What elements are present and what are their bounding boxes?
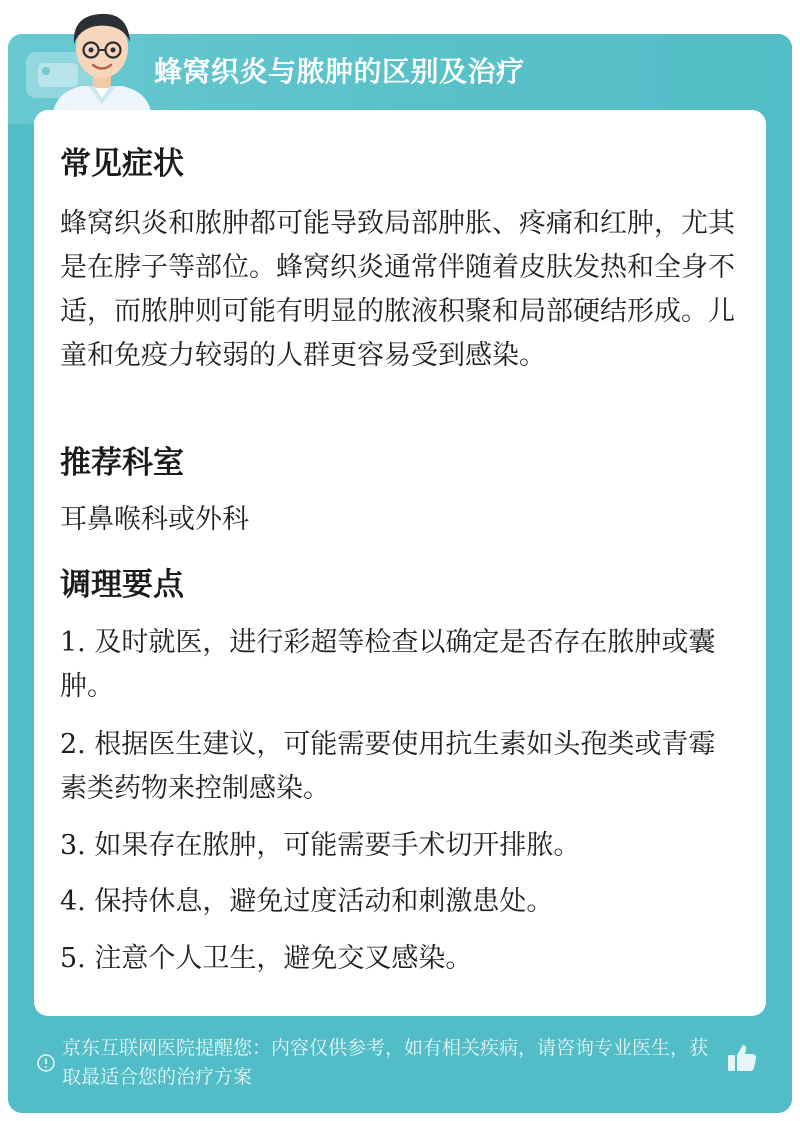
list-number: 3. [60,830,86,861]
footer-disclaimer: 京东互联网医院提醒您：内容仅供参考，如有相关疾病，请咨询专业医生，获取最适合您的治疗方案 [62,1037,709,1088]
list-text: 及时就医，进行彩超等检查以确定是否存在脓肿或囊肿。 [60,627,716,702]
list-item [60,880,740,924]
list-text: 注意个人卫生，避免交叉感染。 [94,943,473,974]
list-text: 如果存在脓肿，可能需要手术切开排脓。 [94,830,581,861]
section-heading-care: 调理要点 [60,567,184,603]
list-item [60,937,740,981]
list-number: 1. [60,627,86,658]
thumbs-up-icon[interactable] [725,1041,759,1075]
symptoms-text: 蜂窝织炎和脓肿都可能导致局部肿胀、疼痛和红肿，尤其是在脖子等部位。蜂窝织炎通常伴随着皮肤发热和全身不适，而脓肿则可能有明显的脓液积聚和局部硬结形成。儿童和免疫力较弱的人群更容易受到感染。 [60,208,735,371]
department-text: 耳鼻喉科或外科 [60,504,249,535]
list-text: 根据医生建议，可能需要使用抗生素如头孢类或青霉素类药物来控制感染。 [60,729,716,804]
section-heading-symptoms: 常见症状 [60,146,184,182]
list-number: 4. [60,886,86,917]
list-number: 5. [60,943,86,974]
info-icon [36,1053,56,1073]
list-item [60,824,740,868]
list-number: 2. [60,729,86,760]
list-item [60,621,740,709]
doctor-avatar-icon [44,4,160,118]
list-item [60,723,740,811]
page-title: 蜂窝织炎与脓肿的区别及治疗 [154,55,525,88]
list-text: 保持休息，避免过度活动和刺激患处。 [94,886,554,917]
section-heading-department: 推荐科室 [60,445,184,481]
